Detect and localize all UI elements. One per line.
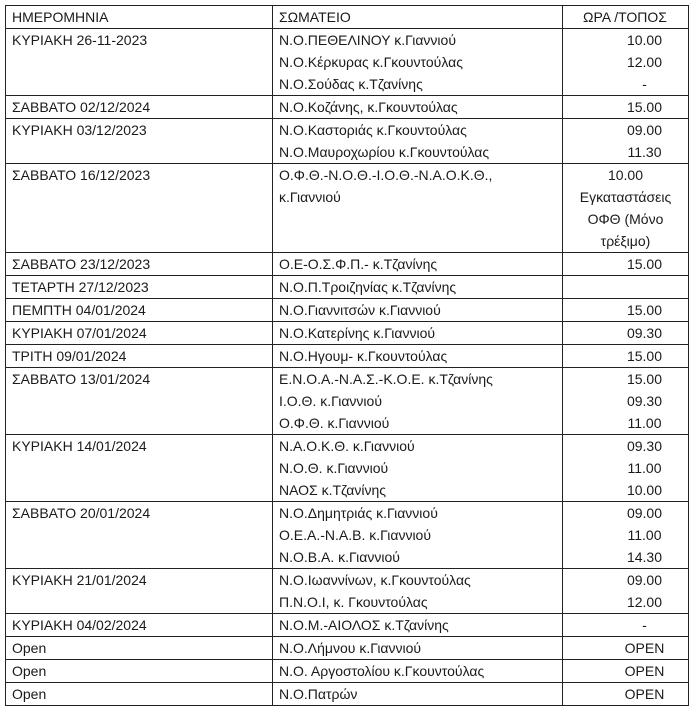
date-text: ΤΡΙΤΗ 09/01/2024 [12, 348, 127, 364]
table-row [6, 119, 689, 164]
club-cell [273, 276, 563, 299]
date-cell [6, 276, 273, 299]
date-text: ΣΑΒΒΑΤΟ 23/12/2023 [12, 256, 151, 272]
club-cell [273, 96, 563, 119]
time-value: OPEN [624, 640, 665, 656]
club-name: Ν.Ο.Πατρών [279, 686, 358, 702]
header-time: ΩΡΑ /ΤΟΠΟΣ [583, 9, 667, 25]
time-cell [563, 345, 689, 368]
date-text: ΚΥΡΙΑΚΗ 04/02/2024 [12, 617, 147, 633]
date-cell [6, 502, 273, 569]
table-row [6, 569, 689, 614]
date-text: Open [12, 663, 47, 679]
time-value: 09.00 [626, 505, 663, 521]
schedule-sheet [5, 5, 689, 706]
time-value: 15.00 [626, 302, 663, 318]
time-value: 10.00 [626, 482, 663, 498]
table-row [6, 683, 689, 706]
date-text: ΣΑΒΒΑΤΟ 02/12/2024 [12, 99, 151, 115]
club-name: Ν.Ο.Ηγουμ- κ.Γκουντούλας [279, 348, 448, 364]
table-row [6, 276, 689, 299]
date-cell [6, 569, 273, 614]
club-name: Ν.Ο.Κατερίνης κ.Γιαννιού [279, 325, 436, 341]
table-row [6, 345, 689, 368]
time-value: 12.00 [626, 594, 663, 610]
time-cell [563, 368, 689, 435]
date-text: Open [12, 640, 47, 656]
club-cell [273, 322, 563, 345]
date-cell [6, 614, 273, 637]
time-cell [563, 96, 689, 119]
time-cell [563, 276, 689, 299]
club-name: Ν.Ο.Μαυροχωρίου κ.Γκουντούλας [279, 144, 490, 160]
club-name: Ν.Ο.Γιαννιτσών κ.Γιαννιού [279, 302, 441, 318]
club-name: Ν.Ο. Αργοστολίου κ.Γκουντούλας [279, 663, 485, 679]
schedule-body [6, 29, 689, 706]
date-cell [6, 119, 273, 164]
time-cell [563, 322, 689, 345]
date-text: ΤΕΤΑΡΤΗ 27/12/2023 [12, 279, 149, 295]
club-cell [273, 683, 563, 706]
date-text: ΣΑΒΒΑΤΟ 20/01/2024 [12, 505, 151, 521]
time-value [563, 276, 688, 298]
date-cell [6, 637, 273, 660]
table-row [6, 29, 689, 96]
time-value: OPEN [624, 686, 665, 702]
time-cell [563, 29, 689, 96]
table-row [6, 322, 689, 345]
date-cell [6, 253, 273, 276]
header-row [6, 6, 689, 29]
header-time-cell [563, 6, 689, 29]
time-value: OPEN [624, 663, 665, 679]
date-cell [6, 435, 273, 502]
club-name: Ο.Ε.Α.-Ν.Α.Β. κ.Γιαννιού [279, 527, 431, 543]
time-cell [563, 119, 689, 164]
club-name: Ο.Φ.Θ.-Ν.Ο.Θ.-Ι.Ο.Θ.-Ν.Α.Ο.Κ.Θ., κ.Γιαννιού [279, 167, 493, 205]
club-name: Ν.Ο.Θ. κ.Γιαννιού [279, 460, 389, 476]
time-value: 14.30 [626, 549, 663, 565]
club-name: Ν.Ο.Π.Τροιζηνίας κ.Τζανίνης [279, 279, 457, 295]
time-cell [563, 502, 689, 569]
club-name: Ν.Ο.Σούδας κ.Τζανίνης [279, 76, 423, 92]
date-text: ΚΥΡΙΑΚΗ 14/01/2024 [12, 438, 147, 454]
time-cell [563, 569, 689, 614]
time-value: 12.00 [626, 54, 663, 70]
table-row [6, 502, 689, 569]
table-row [6, 299, 689, 322]
date-text: ΚΥΡΙΑΚΗ 07/01/2024 [12, 325, 147, 341]
time-value: 10.00 [626, 32, 663, 48]
time-value: 09.30 [626, 325, 663, 341]
club-name: ΝΑΟΣ κ.Τζανίνης [279, 482, 387, 498]
time-value: 09.30 [626, 393, 663, 409]
time-cell [563, 637, 689, 660]
date-text: ΚΥΡΙΑΚΗ 26-11-2023 [12, 32, 148, 48]
table-row [6, 368, 689, 435]
date-text: ΠΕΜΠΤΗ 04/01/2024 [12, 302, 146, 318]
header-club: ΣΩΜΑΤΕΙΟ [279, 9, 351, 25]
club-name: Ο.Φ.Θ. κ.Γιαννιού [279, 415, 390, 431]
date-cell [6, 368, 273, 435]
table-row [6, 96, 689, 119]
date-text: ΣΑΒΒΑΤΟ 13/01/2024 [12, 371, 151, 387]
time-cell [563, 164, 689, 253]
club-name: Ν.Ο.Καστοριάς κ.Γκουντούλας [279, 122, 467, 138]
club-cell [273, 119, 563, 164]
date-cell [6, 299, 273, 322]
date-cell [6, 322, 273, 345]
time-cell [563, 253, 689, 276]
time-value: 15.00 [626, 256, 663, 272]
time-cell [563, 660, 689, 683]
date-text: ΚΥΡΙΑΚΗ 21/01/2024 [12, 572, 147, 588]
club-cell [273, 164, 563, 253]
club-name: Ν.Ο.Λήμνου κ.Γιαννιού [279, 640, 422, 656]
time-value: 10.00 Εγκαταστάσεις ΟΦΘ (Μόνο τρέξιμο) [579, 167, 672, 249]
club-name: Ν.Ο.Μ.-ΑΙΟΛΟΣ κ.Τζανίνης [279, 617, 449, 633]
club-cell [273, 637, 563, 660]
time-value: - [642, 617, 647, 633]
date-cell [6, 164, 273, 253]
club-name: Ν.Ο.Β.Α. κ.Γιαννιού [279, 549, 400, 565]
time-cell [563, 614, 689, 637]
table-row [6, 435, 689, 502]
club-name: Ν.Ο.Δημητριάς κ.Γιαννιού [279, 505, 438, 521]
club-name: Ν.Ο.Ιωαννίνων, κ.Γκουντούλας [279, 572, 471, 588]
club-name: Ν.Α.Ο.Κ.Θ. κ.Γιαννιού [279, 438, 415, 454]
time-value: 15.00 [626, 99, 663, 115]
club-cell [273, 253, 563, 276]
time-value: 09.00 [626, 122, 663, 138]
club-cell [273, 345, 563, 368]
club-cell [273, 299, 563, 322]
club-cell [273, 502, 563, 569]
time-value: 09.30 [626, 438, 663, 454]
club-name: Ν.Ο.Κέρκυρας κ.Γκουντούλας [279, 54, 463, 70]
table-row [6, 660, 689, 683]
date-cell [6, 345, 273, 368]
club-cell [273, 29, 563, 96]
time-value: 15.00 [626, 348, 663, 364]
club-name: Ν.Ο.ΠΕΘΕΛΙΝΟΥ κ.Γιαννιού [279, 32, 456, 48]
date-cell [6, 29, 273, 96]
header-date: ΗΜΕΡΟΜΗΝΙΑ [12, 9, 109, 25]
time-value: 15.00 [626, 371, 663, 387]
time-value: 11.00 [627, 527, 662, 543]
time-cell [563, 299, 689, 322]
club-name: Ν.Ο.Κοζάνης, κ.Γκουντούλας [279, 99, 458, 115]
date-cell [6, 660, 273, 683]
time-cell [563, 683, 689, 706]
table-row [6, 253, 689, 276]
table-row [6, 637, 689, 660]
date-text: Open [12, 686, 47, 702]
date-text: ΚΥΡΙΑΚΗ 03/12/2023 [12, 122, 147, 138]
header-club-cell [273, 6, 563, 29]
date-text: ΣΑΒΒΑΤΟ 16/12/2023 [12, 167, 151, 183]
time-value: 11.00 [627, 415, 662, 431]
time-value: 11.30 [627, 144, 662, 160]
date-cell [6, 96, 273, 119]
time-value: 11.00 [627, 460, 662, 476]
club-cell [273, 660, 563, 683]
table-row [6, 164, 689, 253]
club-name: Ε.Ν.Ο.Α.-Ν.Α.Σ.-Κ.Ο.Ε. κ.Τζανίνης [279, 371, 493, 387]
time-value: 09.00 [626, 572, 663, 588]
club-name: Ι.Ο.Θ. κ.Γιαννιού [279, 393, 382, 409]
club-cell [273, 368, 563, 435]
time-cell [563, 435, 689, 502]
time-value: - [642, 76, 647, 92]
table-row [6, 614, 689, 637]
club-name: Ο.Ε-Ο.Σ.Φ.Π.- κ.Τζανίνης [279, 256, 438, 272]
schedule-table [5, 5, 689, 706]
club-cell [273, 435, 563, 502]
club-name: Π.Ν.Ο.Ι, κ. Γκουντούλας [279, 594, 428, 610]
club-cell [273, 569, 563, 614]
club-cell [273, 614, 563, 637]
header-date-cell [6, 6, 273, 29]
date-cell [6, 683, 273, 706]
